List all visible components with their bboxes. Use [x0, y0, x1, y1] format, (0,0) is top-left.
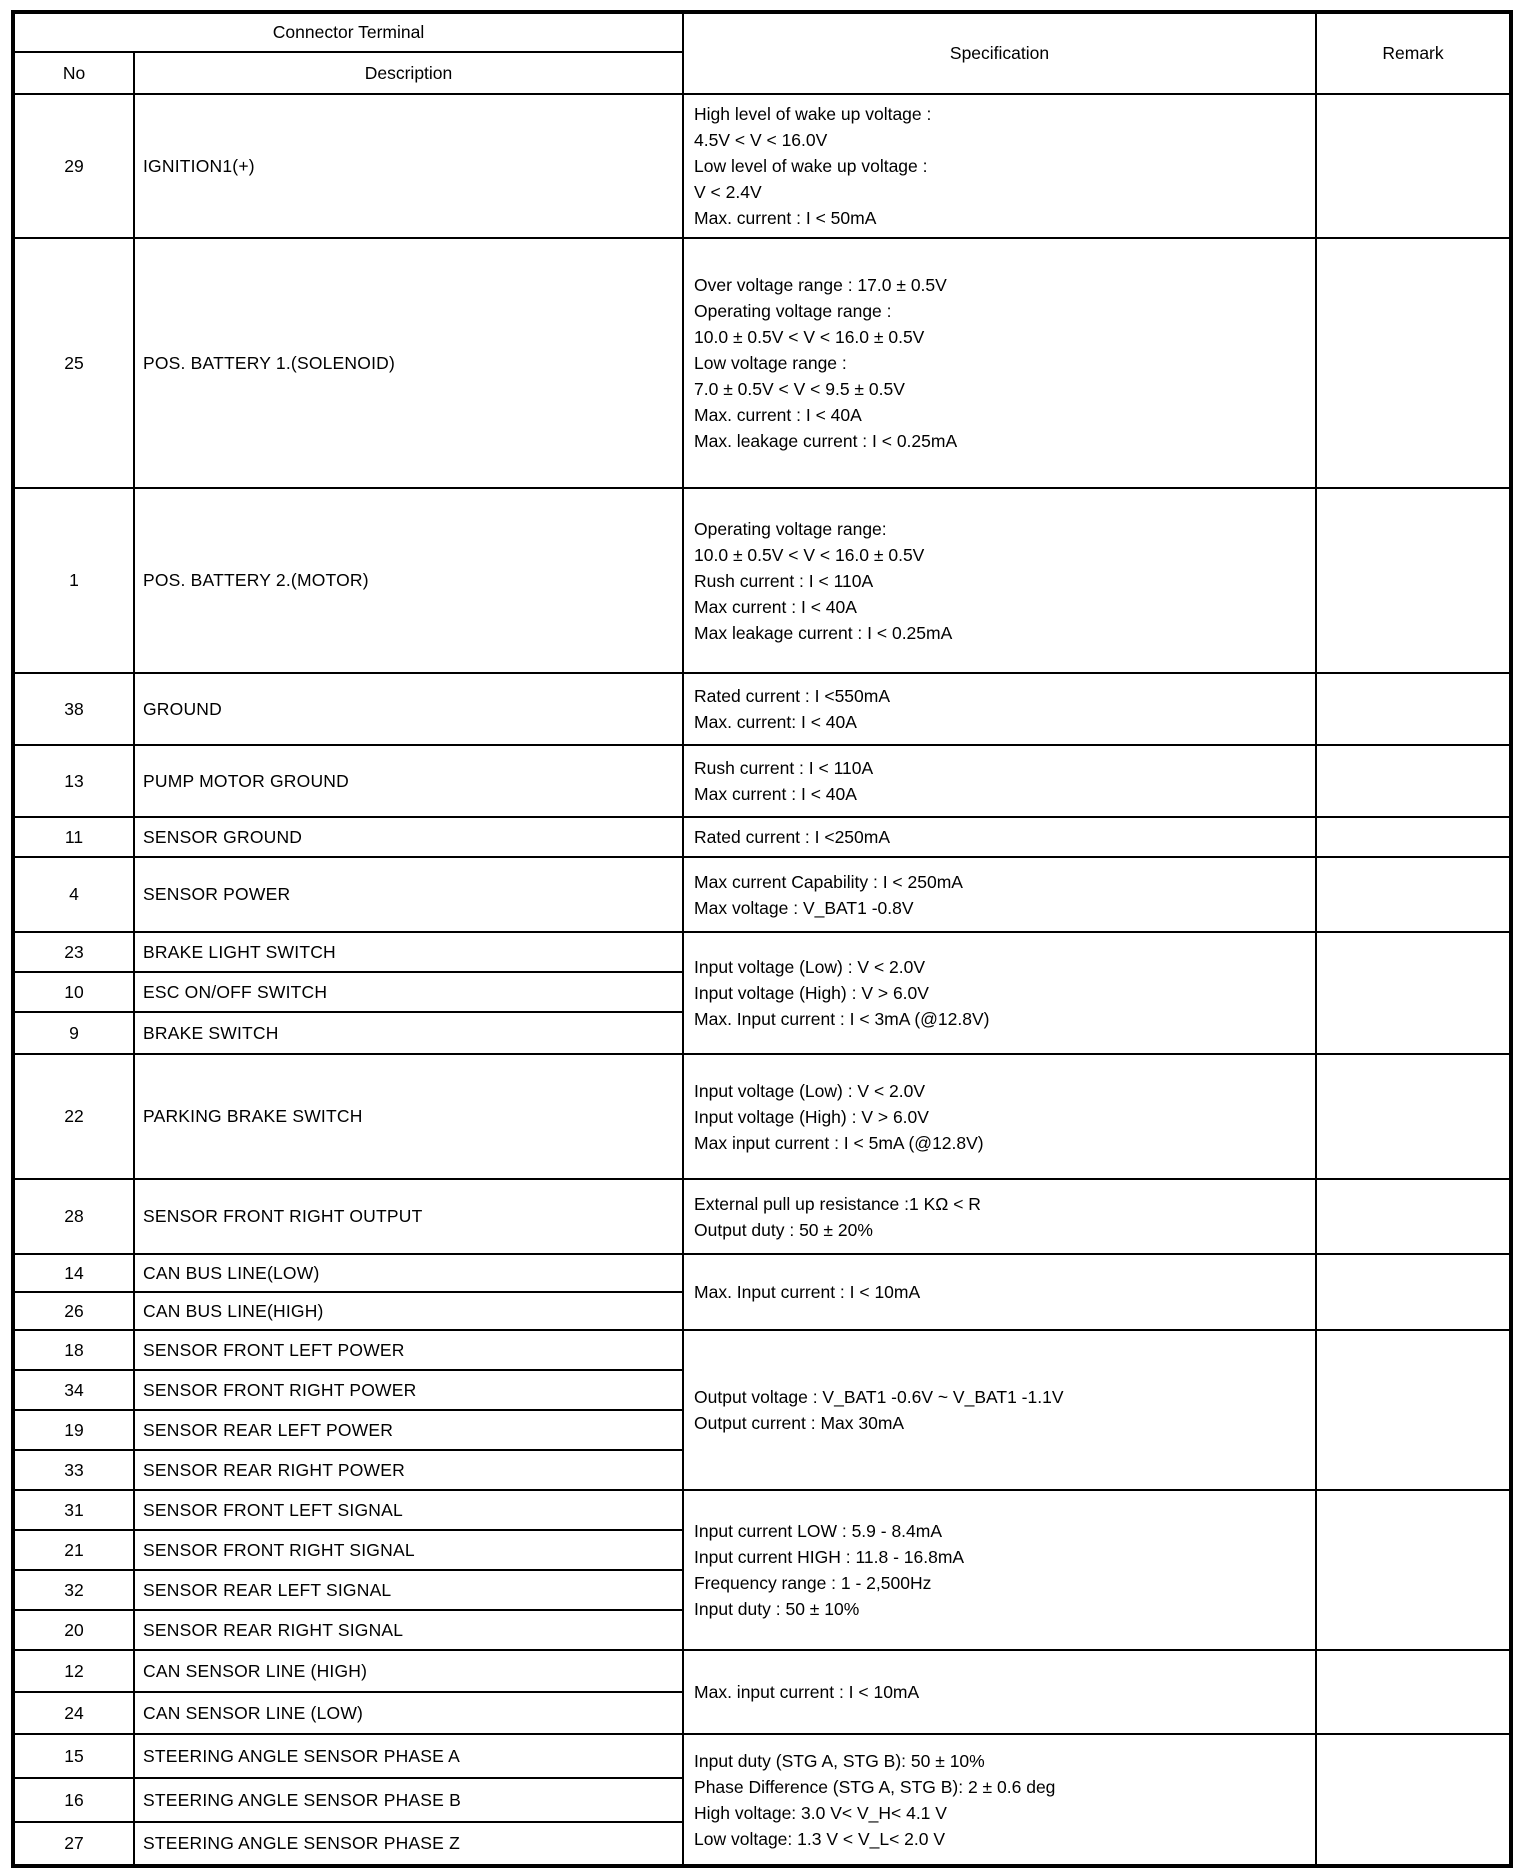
spec-cell	[683, 857, 1316, 932]
terminal-no: 10	[13, 972, 134, 1012]
header-row-1	[13, 12, 1511, 52]
terminal-description: CAN SENSOR LINE (HIGH)	[134, 1650, 683, 1692]
terminal-no: 34	[13, 1370, 134, 1410]
remark-cell	[1316, 673, 1511, 745]
spec-line: Max. Input current : I < 10mA	[694, 1282, 921, 1302]
spec-line: External pull up resistance :1 KΩ < R	[694, 1193, 981, 1214]
remark-cell	[1316, 817, 1511, 857]
terminal-no: 29	[13, 94, 134, 238]
spec-cell	[683, 817, 1316, 857]
spec-line: Input current LOW : 5.9 - 8.4mA	[694, 1521, 943, 1541]
terminal-no: 13	[13, 745, 134, 817]
spec-line: Max. input current : I < 10mA	[694, 1682, 920, 1702]
terminal-description: SENSOR REAR LEFT POWER	[134, 1410, 683, 1450]
terminal-no: 9	[13, 1012, 134, 1054]
terminal-no: 1	[13, 488, 134, 673]
spec-line: Max. Input current : I < 3mA (@12.8V)	[694, 1009, 990, 1029]
table-row	[13, 1179, 1511, 1254]
spec-cell	[683, 673, 1316, 745]
spec-line: High voltage: 3.0 V< V_H< 4.1 V	[694, 1802, 947, 1823]
spec-line: Low level of wake up voltage :	[694, 156, 928, 176]
spec-line: Over voltage range : 17.0 ± 0.5V	[694, 275, 947, 295]
spec-line: 10.0 ± 0.5V < V < 16.0 ± 0.5V	[694, 544, 925, 565]
terminal-description: STEERING ANGLE SENSOR PHASE B	[134, 1778, 683, 1822]
terminal-description: CAN BUS LINE(LOW)	[134, 1254, 683, 1292]
terminal-no: 22	[13, 1054, 134, 1179]
terminal-description: IGNITION1(+)	[134, 94, 683, 238]
spec-line: Max. current : I < 50mA	[694, 208, 877, 228]
terminal-no: 15	[13, 1734, 134, 1778]
terminal-description: SENSOR FRONT RIGHT OUTPUT	[134, 1179, 683, 1254]
remark-cell	[1316, 1330, 1511, 1490]
remark-cell	[1316, 1734, 1511, 1866]
spec-line: Max current Capability : I < 250mA	[694, 871, 963, 892]
terminal-no: 19	[13, 1410, 134, 1450]
spec-line: High level of wake up voltage :	[694, 104, 932, 124]
spec-cell	[683, 745, 1316, 817]
table-row	[13, 94, 1511, 238]
spec-line: Output current : Max 30mA	[694, 1413, 905, 1433]
remark-cell	[1316, 1490, 1511, 1650]
spec-line: Rated current : I <550mA	[694, 686, 891, 706]
spec-line: Low voltage range :	[694, 353, 847, 373]
terminal-description: BRAKE LIGHT SWITCH	[134, 932, 683, 972]
table-row	[13, 817, 1511, 857]
spec-line: Input voltage (High) : V > 6.0V	[694, 983, 929, 1003]
connector-terminal-spec-table	[11, 10, 1513, 1868]
terminal-description: SENSOR FRONT LEFT POWER	[134, 1330, 683, 1370]
spec-cell	[683, 1054, 1316, 1179]
spec-cell	[683, 932, 1316, 1054]
header-remark: Remark	[1316, 12, 1511, 94]
terminal-description: SENSOR FRONT RIGHT POWER	[134, 1370, 683, 1410]
terminal-description: POS. BATTERY 1.(SOLENOID)	[134, 238, 683, 488]
remark-cell	[1316, 94, 1511, 238]
terminal-description: POS. BATTERY 2.(MOTOR)	[134, 488, 683, 673]
table-row	[13, 673, 1511, 745]
terminal-no: 20	[13, 1610, 134, 1650]
spec-line: Input voltage (High) : V > 6.0V	[694, 1106, 929, 1127]
spec-line: Operating voltage range:	[694, 518, 887, 539]
table-row	[13, 1734, 1511, 1778]
spec-line: Low voltage: 1.3 V < V_L< 2.0 V	[694, 1828, 946, 1849]
spec-line: Output duty : 50 ± 20%	[694, 1219, 873, 1240]
header-connector-terminal: Connector Terminal	[13, 12, 683, 52]
terminal-description: SENSOR REAR LEFT SIGNAL	[134, 1570, 683, 1610]
remark-cell	[1316, 1179, 1511, 1254]
table-row	[13, 1650, 1511, 1692]
terminal-description: GROUND	[134, 673, 683, 745]
terminal-no: 23	[13, 932, 134, 972]
spec-line: Frequency range : 1 - 2,500Hz	[694, 1573, 932, 1593]
terminal-no: 32	[13, 1570, 134, 1610]
spec-line: Input duty (STG A, STG B): 50 ± 10%	[694, 1750, 985, 1771]
terminal-description: SENSOR REAR RIGHT SIGNAL	[134, 1610, 683, 1650]
table-header	[13, 12, 1511, 94]
terminal-description: PARKING BRAKE SWITCH	[134, 1054, 683, 1179]
terminal-no: 33	[13, 1450, 134, 1490]
spec-line: Phase Difference (STG A, STG B): 2 ± 0.6 deg	[694, 1776, 1056, 1797]
remark-cell	[1316, 1650, 1511, 1734]
spec-line: Rush current : I < 110A	[694, 570, 874, 591]
spec-cell	[683, 238, 1316, 488]
terminal-no: 27	[13, 1822, 134, 1866]
remark-cell	[1316, 488, 1511, 673]
terminal-description: STEERING ANGLE SENSOR PHASE A	[134, 1734, 683, 1778]
terminal-description: ESC ON/OFF SWITCH	[134, 972, 683, 1012]
spec-line: Max. current : I < 40A	[694, 405, 862, 425]
table-row	[13, 857, 1511, 932]
terminal-description: SENSOR FRONT LEFT SIGNAL	[134, 1490, 683, 1530]
spec-line: Input voltage (Low) : V < 2.0V	[694, 957, 926, 977]
terminal-description: BRAKE SWITCH	[134, 1012, 683, 1054]
terminal-no: 16	[13, 1778, 134, 1822]
spec-line: Output voltage : V_BAT1 -0.6V ~ V_BAT1 -1.1V	[694, 1387, 1064, 1407]
spec-line: 7.0 ± 0.5V < V < 9.5 ± 0.5V	[694, 379, 905, 399]
table-row	[13, 932, 1511, 972]
terminal-no: 12	[13, 1650, 134, 1692]
terminal-no: 25	[13, 238, 134, 488]
remark-cell	[1316, 932, 1511, 1054]
spec-line: Max. leakage current : I < 0.25mA	[694, 431, 958, 451]
header-description: Description	[134, 52, 683, 94]
terminal-no: 28	[13, 1179, 134, 1254]
spec-line: 4.5V < V < 16.0V	[694, 130, 828, 150]
terminal-no: 24	[13, 1692, 134, 1734]
terminal-no: 38	[13, 673, 134, 745]
remark-cell	[1316, 238, 1511, 488]
remark-cell	[1316, 857, 1511, 932]
spec-cell	[683, 1254, 1316, 1330]
table-row	[13, 488, 1511, 673]
table-row	[13, 1054, 1511, 1179]
spec-cell	[683, 1734, 1316, 1866]
terminal-no: 14	[13, 1254, 134, 1292]
remark-cell	[1316, 1054, 1511, 1179]
terminal-description: CAN BUS LINE(HIGH)	[134, 1292, 683, 1330]
terminal-description: SENSOR REAR RIGHT POWER	[134, 1450, 683, 1490]
terminal-no: 11	[13, 817, 134, 857]
spec-line: Operating voltage range :	[694, 301, 892, 321]
remark-cell	[1316, 1254, 1511, 1330]
table-row	[13, 1490, 1511, 1530]
header-no: No	[13, 52, 134, 94]
remark-cell	[1316, 745, 1511, 817]
spec-cell	[683, 488, 1316, 673]
terminal-description: SENSOR GROUND	[134, 817, 683, 857]
table-row	[13, 238, 1511, 488]
table-row	[13, 1254, 1511, 1292]
spec-cell	[683, 1650, 1316, 1734]
table-row	[13, 745, 1511, 817]
terminal-description: PUMP MOTOR GROUND	[134, 745, 683, 817]
spec-line: Max leakage current : I < 0.25mA	[694, 622, 953, 643]
spec-cell	[683, 1330, 1316, 1490]
terminal-description: SENSOR POWER	[134, 857, 683, 932]
terminal-no: 18	[13, 1330, 134, 1370]
header-specification: Specification	[683, 12, 1316, 94]
spec-line: Input duty : 50 ± 10%	[694, 1599, 860, 1619]
spec-line: Input current HIGH : 11.8 - 16.8mA	[694, 1547, 965, 1567]
terminal-no: 26	[13, 1292, 134, 1330]
spec-line: Max current : I < 40A	[694, 784, 857, 804]
table-body	[13, 94, 1511, 1866]
table-row	[13, 1330, 1511, 1370]
spec-cell	[683, 1490, 1316, 1650]
spec-line: Max input current : I < 5mA (@12.8V)	[694, 1132, 984, 1153]
terminal-no: 21	[13, 1530, 134, 1570]
spec-line: Max voltage : V_BAT1 -0.8V	[694, 897, 914, 918]
spec-cell	[683, 94, 1316, 238]
terminal-no: 4	[13, 857, 134, 932]
spec-line: Input voltage (Low) : V < 2.0V	[694, 1080, 926, 1101]
spec-line: 10.0 ± 0.5V < V < 16.0 ± 0.5V	[694, 327, 925, 347]
terminal-description: CAN SENSOR LINE (LOW)	[134, 1692, 683, 1734]
spec-line: Rated current : I <250mA	[694, 827, 891, 847]
terminal-description: SENSOR FRONT RIGHT SIGNAL	[134, 1530, 683, 1570]
spec-line: Max. current: I < 40A	[694, 712, 857, 732]
spec-line: V < 2.4V	[694, 182, 762, 202]
terminal-no: 31	[13, 1490, 134, 1530]
terminal-description: STEERING ANGLE SENSOR PHASE Z	[134, 1822, 683, 1866]
spec-cell	[683, 1179, 1316, 1254]
spec-line: Max current : I < 40A	[694, 596, 857, 617]
spec-line: Rush current : I < 110A	[694, 758, 874, 778]
